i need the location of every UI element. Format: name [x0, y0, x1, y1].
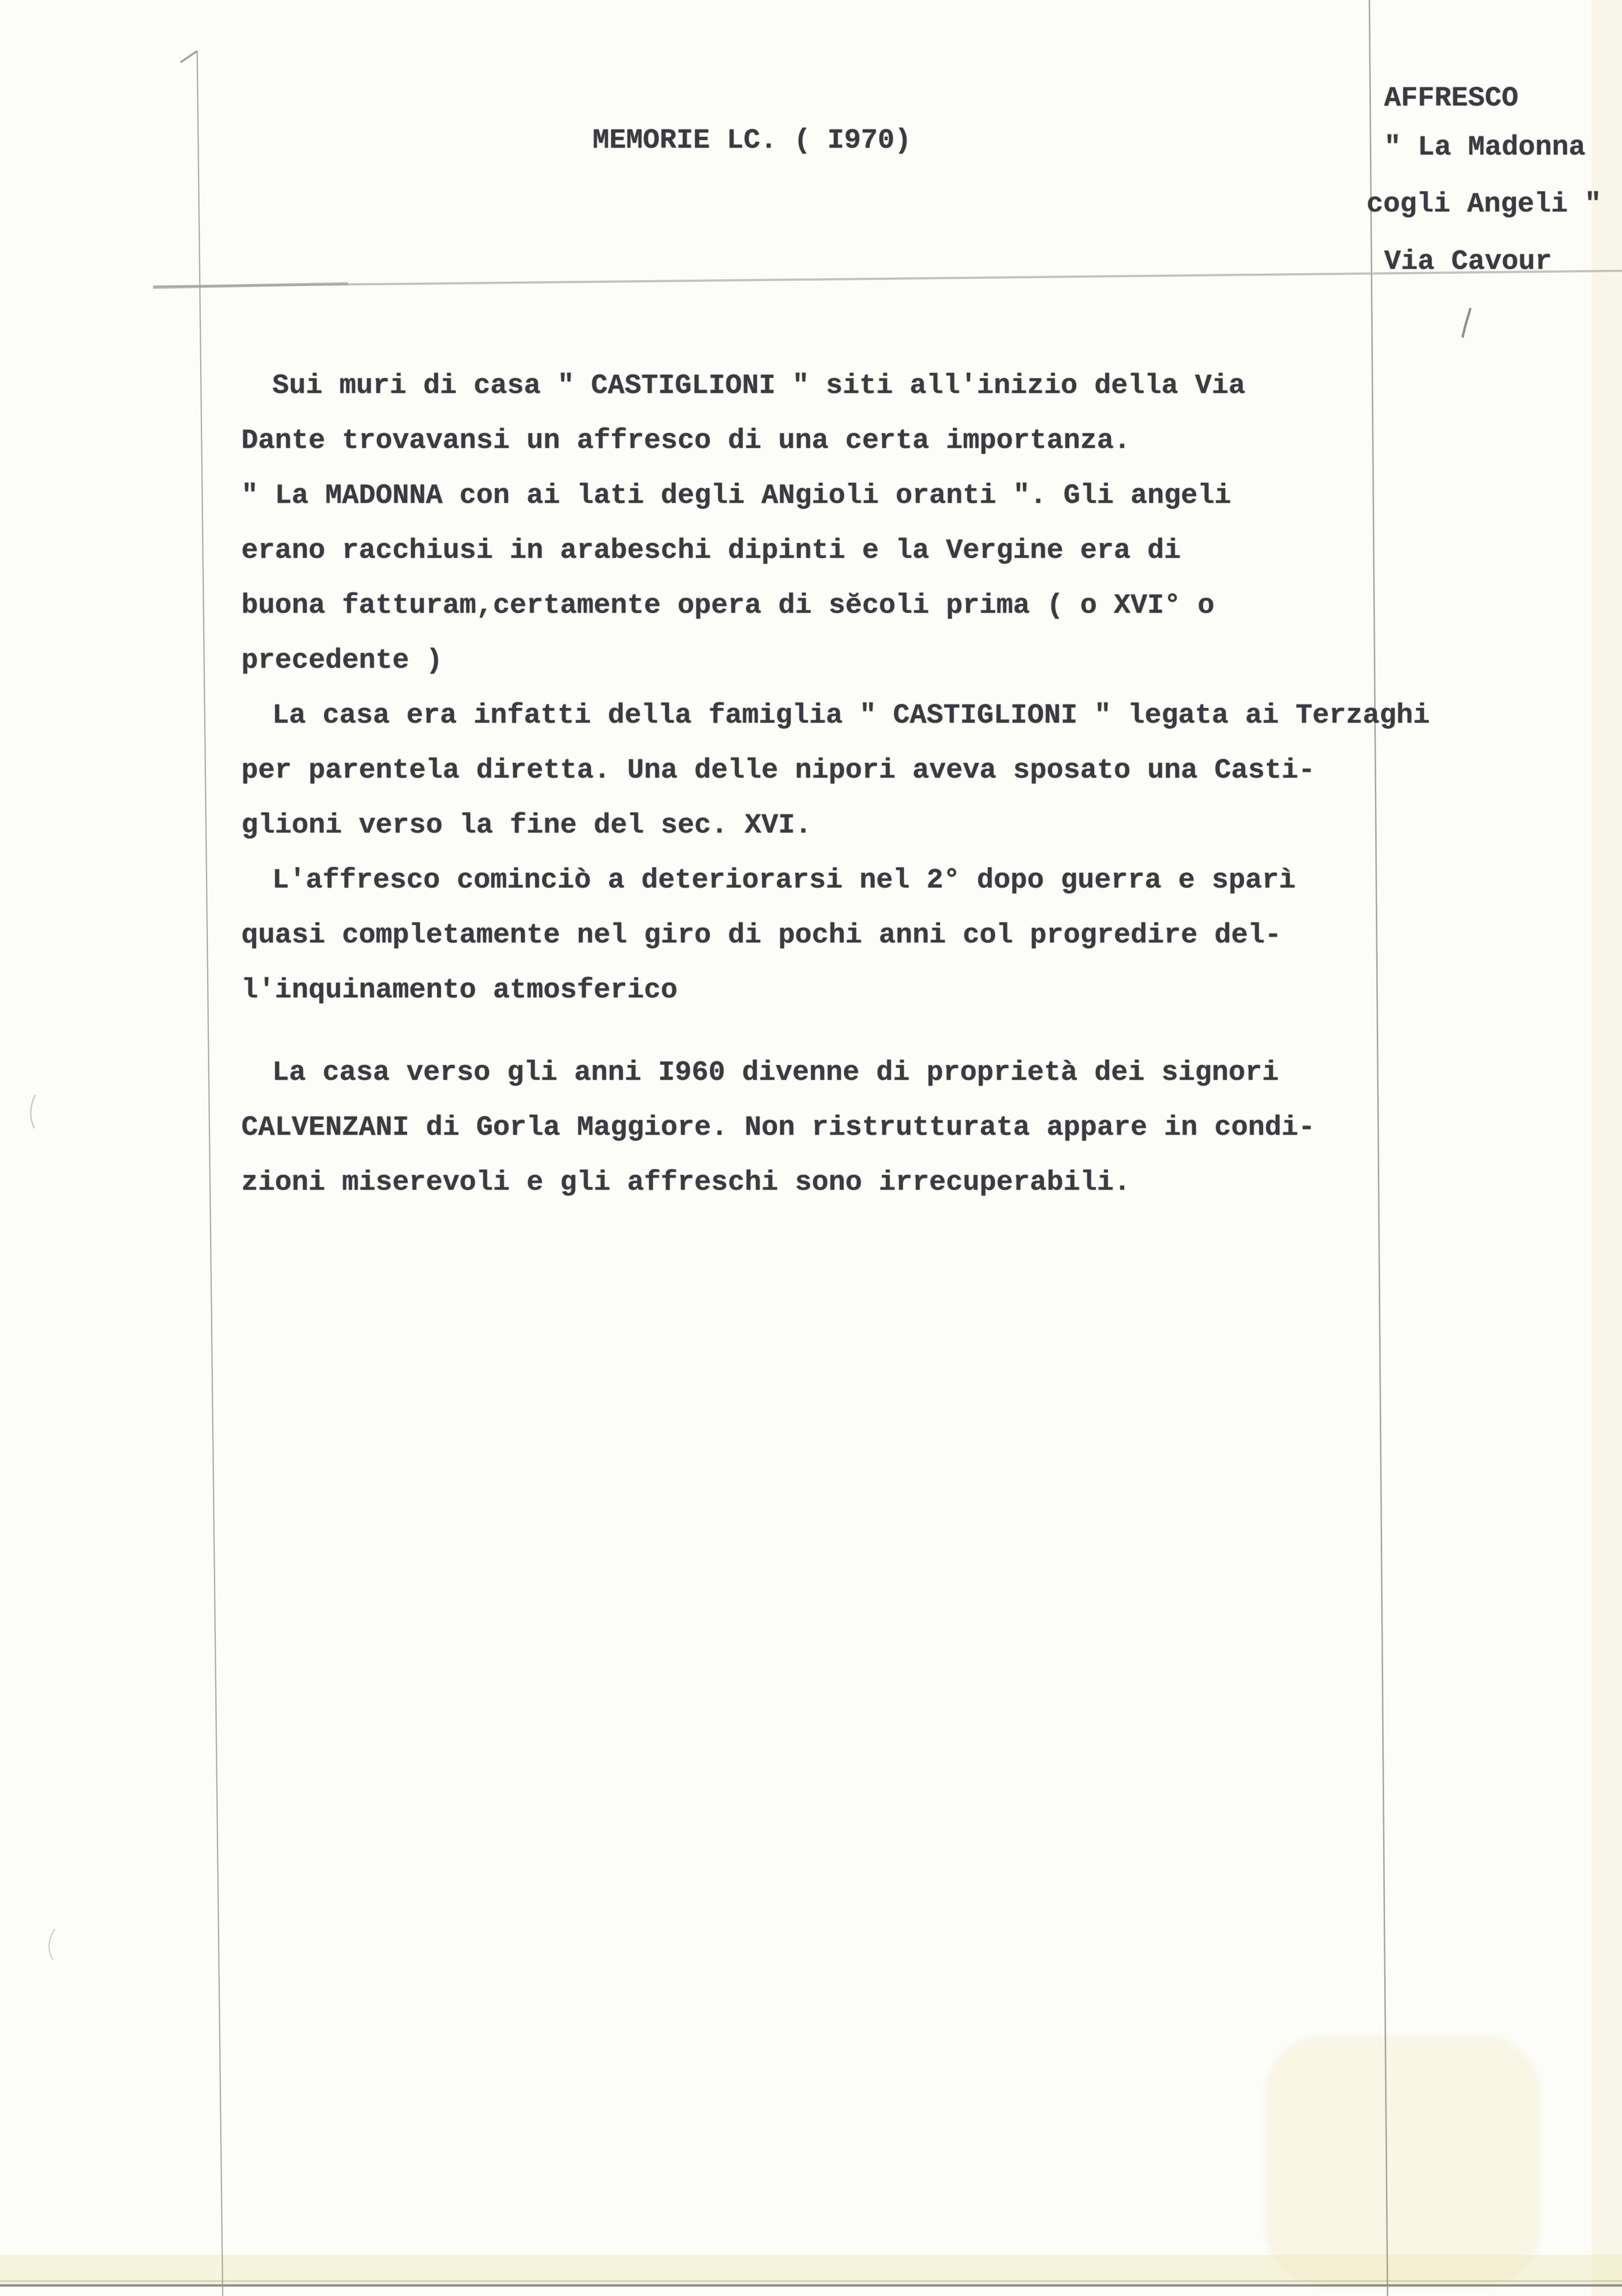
left-fold-line: [197, 51, 223, 2296]
handwritten-tick-mark: [180, 51, 197, 62]
header-rule-dark-end: [153, 284, 348, 287]
handwritten-apostrophe-mark: [1463, 308, 1470, 338]
body-line: per parentela diretta. Una delle nipori aveva sposato una Casti-: [241, 755, 1315, 786]
page-title: MEMORIE LC. ( I970): [592, 125, 911, 157]
body-line: quasi completamente nel giro di pochi anni col progredire del-: [241, 920, 1282, 951]
corner-annotation-line-3: cogli Angeli ": [1366, 189, 1601, 220]
corner-annotation-line-4: Via Cavour: [1384, 246, 1552, 278]
body-line: l'inquinamento atmosferico: [241, 975, 678, 1006]
left-margin-arc-mark-2: [49, 1929, 55, 1959]
corner-annotation-line-1: AFFRESCO: [1384, 83, 1519, 114]
left-margin-arc-mark-1: [31, 1095, 35, 1128]
body-line: glioni verso la fine del sec. XVI.: [241, 810, 812, 841]
right-fold-line: [1369, 0, 1388, 2296]
body-line: " La MADONNA con ai lati degli ANgioli oranti ". Gli angeli: [241, 480, 1232, 512]
body-line: erano racchiusi in arabeschi dipinti e la Vergine era di: [241, 535, 1181, 567]
body-line: precedente ): [241, 645, 443, 677]
body-line: La casa era infatti della famiglia " CASTIGLIONI " legata ai Terzaghi: [272, 700, 1430, 731]
body-line: L'affresco cominciò a deteriorarsi nel 2° dopo guerra e sparì: [272, 865, 1296, 896]
body-line: CALVENZANI di Gorla Maggiore. Non ristrutturata appare in condi-: [241, 1112, 1315, 1144]
body-line: buona fatturam,certamente opera di sĕcoli prima ( o XVI° o: [241, 590, 1214, 622]
body-line: Dante trovavansi un affresco di una certa importanza.: [241, 425, 1131, 457]
body-line: La casa verso gli anni I960 divenne di proprietà dei signori: [272, 1057, 1279, 1089]
corner-annotation-line-2: " La Madonna: [1384, 132, 1586, 163]
body-line: Sui muri di casa " CASTIGLIONI " siti all'inizio della Via: [272, 370, 1245, 402]
body-line: zioni miserevoli e gli affreschi sono irrecuperabili.: [241, 1167, 1131, 1199]
